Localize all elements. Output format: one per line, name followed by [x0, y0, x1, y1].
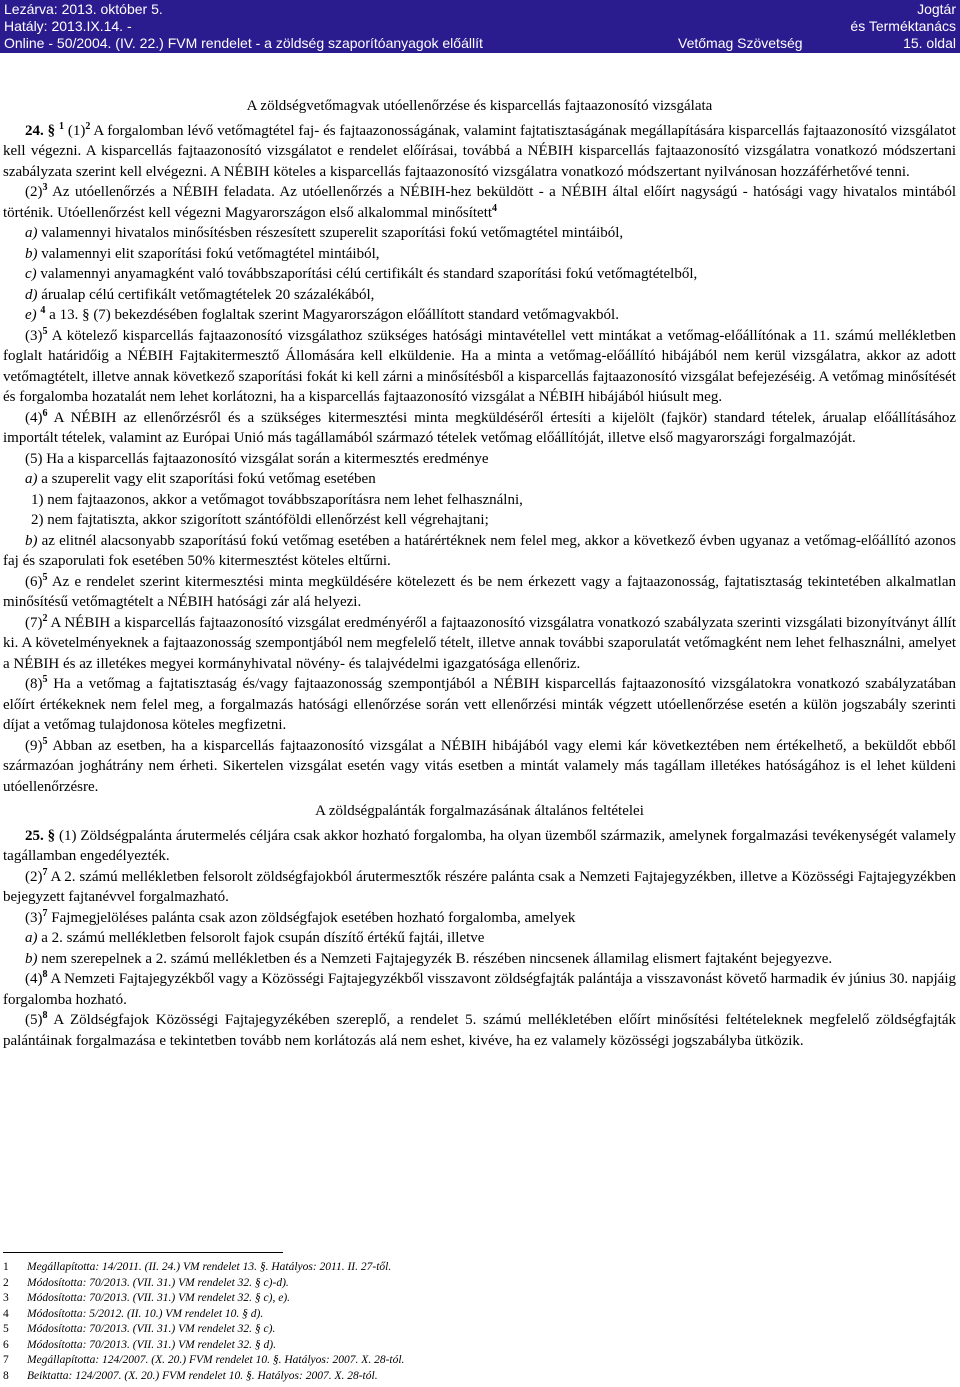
footnote-ref[interactable]: 2: [42, 612, 48, 624]
sub-list-item: 2) nem fajtatiszta, akkor szigorított szántóföldi ellenőrzést kell végrehajtani;: [31, 512, 489, 528]
paragraph-24-5: (5) Ha a kisparcellás fajtaazonosító vizsgálat során a kitermesztés eredménye: [25, 450, 489, 467]
footnote-ref[interactable]: 5: [42, 325, 48, 337]
paragraph-25-5: $(5)^8$ A Zöldségfajok Közösségi Fajtajegyzékében szereplő, a rendelet 5. számú mellékletében előírt minősítési feltételeknek megfelelő zöldségfajták palántáinak forgalmazása e tekintetben tovább nem korlátozás alá nem eshet, kivéve, ha ez valamely közösségi jogszabályba ütközik.: [3, 1010, 956, 1049]
footnote: 8 Beiktatta: 124/2007. (X. 20.) FVM rendelet 10. §. Hatályos: 2007. X. 28-tól.: [3, 1369, 378, 1382]
paragraph-24-3: $(3)^5$ A kötelező kisparcellás fajtaazonosító vizsgálathoz szükséges hatósági mintavétellel vett mintákat a vetőmag-előállítónak a 11. számú mellékletben foglalt határidőig a NÉBIH Fajtakitermesztő Állomására kell elküldenie. Ha a minta a vetőmag-előállító hibájából nem kerül vizsgálatra, akkor az adott vetőmagtételt, illetve annak következő szaporítási fokát ki kell zárni a minősítésből a kisparcellás fajtaazonosító vizsgálat befejezéséig. A vetőmag minősítését és forgalomba hozatalát nem lehet korlátozni, ha a kisparcellás fajtaazonosító vizsgálat a NÉBIH hibájából hiúsult meg.: [3, 325, 956, 405]
section-number: 24. §: [25, 122, 56, 139]
paragraph-24-9: $(9)^5$ Abban az esetben, ha a kisparcellás fajtaazonosító vizsgálat a NÉBIH hibájából vagy elemi kár következtében nem értékelhető, a beküldőt ebből származóan joghátrány nem érheti. Sikertelen vizsgálat esetén vagy vitás esetben a mintát valamely más tagállam illetékes hatóságához is el lehet küldeni utóellenőrzésre.: [3, 735, 956, 795]
sub-list-item: 1) nem fajtaazonos, akkor a vetőmagot továbbszaporításra nem lehet felhasználni,: [31, 491, 523, 508]
header-effective-date: Hatály: 2013.IX.14. -: [4, 18, 132, 34]
section-number: 25. §: [25, 827, 56, 844]
header-center: [678, 1, 803, 52]
footnote: 5 Módosította: 70/2013. (VII. 31.) VM rendelet 32. § c).: [3, 1323, 276, 1335]
footnote-ref[interactable]: 3: [42, 182, 48, 193]
list-item: b) nem szerepelnek a 2. számú mellékletben és a Nemzeti Fajtajegyzék B. részében nincsenek államilag elismert fajtaként bejegyezve.: [25, 950, 833, 967]
list-item: b) valamennyi elit szaporítási fokú vetőmagtétel mintáiból,: [25, 245, 380, 262]
header-right: [850, 1, 956, 52]
paragraph-24-4: $(4)^6$ A NÉBIH az ellenőrzésről és a szükséges kitermesztési minta megküldéséről értesíti a kijelölt (fajkör) standard tételek, árualap előállításához importált tételek, valamint az Európai Unió más tagállamából származó tételek vetőmag előállítóját, illetve első magyarországi forgalmazóját.: [3, 407, 956, 446]
list-item: a) a 2. számú mellékletben felsorolt fajok csupán díszítő értékű fajtái, illetve: [25, 930, 485, 946]
header-publisher: Jogtár: [917, 1, 956, 17]
footnote: 2 Módosította: 70/2013. (VII. 31.) VM rendelet 32. § c)-d).: [3, 1276, 289, 1289]
footnote-ref[interactable]: 5: [42, 674, 48, 685]
footnote-divider: [3, 1252, 283, 1253]
header-left: [4, 1, 483, 52]
footnote: 1 Megállapította: 14/2011. (II. 24.) VM rendelet 13. §. Hatályos: 2011. II. 27-től.: [3, 1261, 392, 1273]
document-body: [3, 92, 956, 1051]
footnote-ref[interactable]: 7: [42, 907, 48, 919]
paragraph-24-6: $(6)^5$ Az e rendelet szerint kitermesztési minta megküldésére kötelezett és be nem érkezett vagy a fajtaazonosság, fajtatisztaság tekintetében alkalmatlan minősítésű vetőmagtételt a NÉBIH hatósági zár alá helyezi.: [3, 571, 956, 610]
footnotes: [3, 1260, 943, 1384]
paragraph-25-2: $(2)^7$ A 2. számú mellékletben felsorolt zöldségfajokból árutermesztők részére palánta csak a Nemzeti Fajtajegyzékben, illetve a Közösségi Fajtajegyzékben bejegyzett fajtanévvel forgalmazható.: [3, 866, 956, 905]
paragraph-24: 24. § $^1$ $(1)^2$ A forgalomban lévő vetőmagtétel faj- és fajtaazonosságának, valamint fajtatisztaságának megállapítására kisparcellás fajtaazonosító vizsgálatot kell végezni. A kisparcellás fajtaazonosító vizsgálatot e rendelet előírásai, továbbá a NÉBIH kisparcellás fajtaazonosító vizsgálatra vonatkozó módszertani szabályzata szerint kell elvégezni. A NÉBIH köteles a kisparcellás fajtaazonosító vizsgálatra vonatkozó módszertant nyilvánosan hozzáférhetővé tenni.: [3, 120, 957, 180]
header-publisher-2: és Terméktanács: [850, 18, 956, 34]
header-organization: Vetőmag Szövetség: [678, 35, 803, 51]
paragraph-25: 25. § (1) Zöldségpalánta árutermelés céljára csak akkor hozható forgalomba, ha olyan üzemből származik, amelynek forgalmazási tevékenységét valamely tagállamban engedélyezték.: [3, 827, 957, 864]
footnote-ref[interactable]: 8: [42, 969, 48, 980]
list-item: b) az elitnél alacsonyabb szaporítású fokú vetőmag esetében a határértéknek nem felel meg, akkor a következő évben ugyanaz a vetőmag-előállító azonos faj és szaporulati fok esetében 50% kitermesztést köteles eltűrni.: [3, 532, 956, 569]
list-item: d) árualap célú certifikált vetőmagtételek 20 százalékából,: [25, 286, 375, 303]
footnote-ref[interactable]: 2: [85, 120, 91, 132]
header-document-title: Online - 50/2004. (IV. 22.) FVM rendelet - a zöldség szaporítóanyagok előállít: [4, 35, 483, 51]
footnote: 6 Módosította: 70/2013. (VII. 31.) VM rendelet 32. § d).: [3, 1338, 277, 1351]
footnote: 4 Módosította: 5/2012. (II. 10.) VM rendelet 10. § d).: [3, 1307, 264, 1320]
list-item: a) a szuperelit vagy elit szaporítási fokú vetőmag esetében: [25, 471, 376, 487]
footnote-ref[interactable]: 5: [42, 735, 48, 747]
footnote: 3 Módosította: 70/2013. (VII. 31.) VM rendelet 32. § c), e).: [3, 1292, 291, 1304]
footnote-ref[interactable]: 5: [42, 571, 48, 583]
paragraph-25-3: $(3)^7$ Fajmegjelöléses palánta csak azon zöldségfajok esetében hozható forgalomba, amelyek: [25, 907, 576, 926]
section-title: A zöldségpalánták forgalmazásának általános feltételei: [315, 803, 644, 819]
footnote-ref[interactable]: 8: [42, 1010, 48, 1021]
footnote-ref[interactable]: 4: [40, 305, 46, 316]
paragraph-24-2: $(2)^3$ Az utóellenőrzés a NÉBIH feladata. Az utóellenőrzés a NÉBIH-hez beküldött - a NÉBIH által előírt nagyságú - hatósági vagy hivatalos mintából történik. Utóellenőrzést kell végezni Magyarországon első alkalommal minősített$^4$: [3, 182, 956, 221]
footnote-ref[interactable]: 7: [42, 866, 48, 878]
section-title: A zöldségvetőmagvak utóellenőrzése és kisparcellás fajtaazonosító vizsgálata: [246, 98, 713, 114]
header-closed-date: Lezárva: 2013. október 5.: [4, 1, 163, 17]
list-item: c) valamennyi anyamagként való továbbszaporítási célú certifikált és standard szaporítási fokú vetőmagtételből,: [25, 266, 698, 282]
footnote-ref[interactable]: 1: [58, 120, 64, 132]
footnote: 7 Megállapította: 124/2007. (X. 20.) FVM rendelet 10. §. Hatályos: 2007. X. 28-tól.: [3, 1354, 405, 1366]
paragraph-25-4: $(4)^8$ A Nemzeti Fajtajegyzékből vagy a Közösségi Fajtajegyzékből visszavont zöldségfajták palántája a visszavonást követő harmadik év június 30. napjáig forgalomba hozható.: [3, 969, 956, 1008]
page-header: [0, 0, 960, 53]
page-number: 15. oldal: [903, 35, 956, 51]
list-item: e) $^4$ a 13. § (7) bekezdésében foglaltak szerint Magyarországon előállított standard vetőmagvakból.: [25, 305, 619, 323]
footnote-ref[interactable]: 6: [42, 407, 48, 419]
footnote-ref[interactable]: 4: [492, 202, 498, 214]
list-item: a) valamennyi hivatalos minősítésben részesített szuperelit szaporítási fokú vetőmagtétel mintáiból,: [25, 225, 624, 241]
paragraph-24-7: $(7)^2$ A NÉBIH a kisparcellás fajtaazonosító vizsgálat eredményéről a fajtaazonosító vizsgálatra vonatkozó szabályzata szerinti vizsgálati bizonyítványt állít ki. A követelményeknek a fajtaazonosság szempontjából nem megfelelő tételt, illetve annak további szaporulatát vetőmagként nem lehet felhasználni, amelyet a NÉBIH és az illetékes megyei kormányhivatal növény- és talajvédelmi igazgatósága ellenőriz.: [3, 612, 956, 672]
paragraph-24-8: $(8)^5$ Ha a vetőmag a fajtatisztaság és/vagy fajtaazonosság szempontjából a NÉBIH kisparcellás fajtaazonosító vizsgálatokra vonatkozó szabályzatában előírt értékeknek nem felel meg, a forgalmazás hatósági ellenőrzése során vett ellenőrzési minták végzett utóellenőrzése esetén a külön jogszabály szerinti díjat a vetőmag tulajdonosa köteles megfizetni.: [3, 674, 956, 733]
